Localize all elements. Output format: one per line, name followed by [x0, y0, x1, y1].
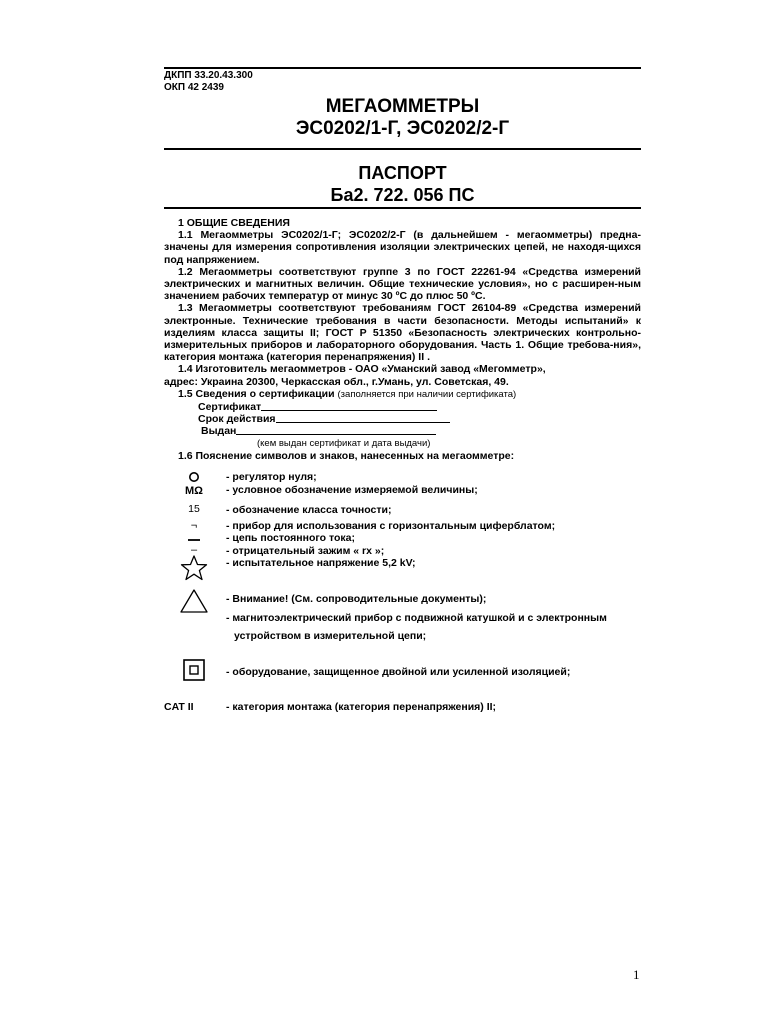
- passport-title: ПАСПОРТ: [358, 163, 447, 183]
- warning-triangle-icon: [164, 588, 224, 619]
- term-label: Срок действия: [198, 413, 276, 426]
- paragraph-1-2: 1.2 Мегаомметры соответствуют группе 3 по ГОСТ 22261-94 «Средства измерений электрических и магнитных величин. Общие технические условия», но с расширен-ным значением рабочих температур от минус 30 ºС до плюс 50 ºС.: [164, 265, 641, 303]
- term-line: [164, 413, 641, 425]
- okp-code: ОКП 42 2439: [164, 82, 224, 93]
- test-voltage-star-icon: [164, 554, 224, 587]
- section-heading: 1 ОБЩИЕ СВЕДЕНИЯ: [178, 217, 290, 229]
- certificate-label: Сертификат: [198, 401, 262, 414]
- moving-coil-text-cont: устройством в измерительной цепи;: [234, 630, 427, 642]
- issued-line: [164, 425, 641, 437]
- top-rule: [164, 67, 641, 69]
- title-rule: [164, 148, 641, 150]
- issued-label: Выдан: [201, 425, 237, 438]
- issued-note: (кем выдан сертификат и дата выдачи): [257, 437, 431, 449]
- paragraph-1-4-a: 1.4 Изготовитель мегаомметров - ОАО «Уманский завод «Мегомметр»,: [178, 363, 546, 376]
- horizontal-dial-symbol: ¬: [190, 520, 198, 532]
- double-insulation-text: - оборудование, защищенное двойной или усиленной изоляцией;: [226, 666, 571, 678]
- paragraph-1-5: [164, 388, 641, 401]
- issued-blank: [236, 434, 436, 435]
- accuracy-class-symbol: 15: [188, 503, 200, 515]
- paragraph-1-3: 1.3 Мегаомметры соответствуют требованиям ГОСТ 26104-89 «Средства измерений электронные. Технические требования в части безопасности. Методы испытаний» к изделиям класса защиты II; ГОСТ Р 51350 «Безопасность электрических контрольно-измерительных приборов и лабораторного оборудования. Часть 1. Общие требова-ния», категория монтажа (категория перенапряжения) II .: [164, 302, 641, 364]
- document-title: МЕГАОММЕТРЫ: [325, 96, 480, 117]
- moving-coil-text: - магнитоэлектрический прибор с подвижной катушкой и с электронным: [226, 612, 607, 624]
- negative-terminal-symbol: –: [190, 544, 198, 556]
- certification-note: (заполняется при наличии сертификата): [337, 388, 517, 400]
- cat-ii-symbol: CAT II: [164, 701, 194, 713]
- page-number: 1: [633, 967, 640, 982]
- accuracy-class-text: - обозначение класса точности;: [226, 504, 392, 516]
- double-insulation-icon: [164, 659, 224, 686]
- horizontal-dial-text: - прибор для использования с горизонтальным циферблатом;: [226, 520, 556, 532]
- term-blank: [276, 422, 450, 423]
- megaohm-symbol: MΩ: [185, 485, 203, 497]
- certification-heading: 1.5 Сведения о сертификации: [178, 387, 335, 400]
- paragraph-1-6: 1.6 Пояснение символов и знаков, нанесенных на мегаомметре:: [178, 449, 515, 462]
- zero-adjuster-text: - регулятор нуля;: [226, 471, 317, 483]
- section-1: [164, 217, 641, 462]
- megaohm-text: - условное обозначение измеряемой величины;: [226, 484, 478, 496]
- cat-ii-text: - категория монтажа (категория перенапряжения) II;: [226, 701, 497, 713]
- paragraph-1-4-b: адрес: Украина 20300, Черкасская обл., г.Умань, ул. Советская, 49.: [164, 375, 509, 388]
- passport-rule: [164, 207, 641, 209]
- document-models: ЭС0202/1-Г, ЭС0202/2-Г: [295, 118, 510, 139]
- warning-text: - Внимание! (См. сопроводительные документы);: [226, 593, 487, 605]
- certificate-line: [164, 401, 641, 413]
- dkpp-code: ДКПП 33.20.43.300: [164, 70, 253, 81]
- negative-terminal-text: - отрицательный зажим « rx »;: [226, 545, 385, 557]
- paragraph-1-1: 1.1 Мегаомметры ЭС0202/1-Г; ЭС0202/2-Г (в дальнейшем - мегаомметры) предна-значены для измерения сопротивления изоляции электрических цепей, не находя-щихся под напряжением.: [164, 229, 641, 266]
- test-voltage-text: - испытательное напряжение 5,2 kV;: [226, 557, 416, 569]
- certificate-blank: [261, 410, 437, 411]
- passport-number: Ба2. 722. 056 ПС: [330, 185, 475, 205]
- direct-current-text: - цепь постоянного тока;: [226, 532, 355, 544]
